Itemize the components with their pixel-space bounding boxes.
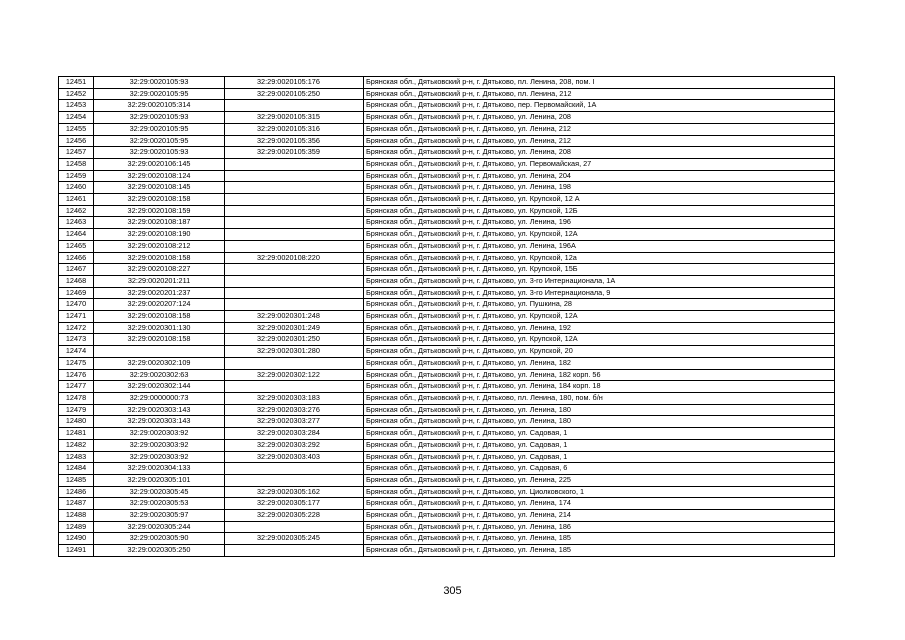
table-row bbox=[59, 252, 835, 264]
cadastral-number-cell: 32:29:0020301:130 bbox=[94, 322, 225, 334]
cadastral-number-cell: 32:29:0020108:187 bbox=[94, 217, 225, 229]
object-cadastral-number-cell: 32:29:0020305:245 bbox=[225, 533, 364, 545]
address-cell: Брянская обл., Дятьковский р-н, г. Дятьково, ул. Ленина, 174 bbox=[364, 498, 835, 510]
table-row bbox=[59, 322, 835, 334]
row-number-cell: 12466 bbox=[59, 252, 94, 264]
object-cadastral-number-cell bbox=[225, 158, 364, 170]
cadastral-number-cell: 32:29:0020108:158 bbox=[94, 194, 225, 206]
table-row bbox=[59, 346, 835, 358]
row-number-cell: 12455 bbox=[59, 123, 94, 135]
address-cell: Брянская обл., Дятьковский р-н, г. Дятьково, ул. Крупской, 12 А bbox=[364, 194, 835, 206]
object-cadastral-number-cell: 32:29:0020105:316 bbox=[225, 123, 364, 135]
table-row bbox=[59, 533, 835, 545]
object-cadastral-number-cell bbox=[225, 264, 364, 276]
cadastral-number-cell: 32:29:0020108:124 bbox=[94, 170, 225, 182]
row-number-cell: 12483 bbox=[59, 451, 94, 463]
address-cell: Брянская обл., Дятьковский р-н, г. Дятьково, ул. Крупской, 12Б bbox=[364, 205, 835, 217]
address-cell: Брянская обл., Дятьковский р-н, г. Дятьково, ул. Ленина, 192 bbox=[364, 322, 835, 334]
cadastral-number-cell: 32:29:0020303:92 bbox=[94, 439, 225, 451]
row-number-cell: 12465 bbox=[59, 240, 94, 252]
table-row bbox=[59, 463, 835, 475]
object-cadastral-number-cell bbox=[225, 217, 364, 229]
address-cell: Брянская обл., Дятьковский р-н, г. Дятьково, ул. 3-го Интернационала, 9 bbox=[364, 287, 835, 299]
row-number-cell: 12456 bbox=[59, 135, 94, 147]
table-row bbox=[59, 182, 835, 194]
row-number-cell: 12463 bbox=[59, 217, 94, 229]
table-row bbox=[59, 498, 835, 510]
cadastral-number-cell: 32:29:0020108:158 bbox=[94, 334, 225, 346]
object-cadastral-number-cell bbox=[225, 463, 364, 475]
table-row bbox=[59, 299, 835, 311]
address-cell: Брянская обл., Дятьковский р-н, г. Дятьково, пл. Ленина, 180, пом. б/н bbox=[364, 392, 835, 404]
address-cell: Брянская обл., Дятьковский р-н, г. Дятьково, ул. Ленина, 182 bbox=[364, 357, 835, 369]
address-cell: Брянская обл., Дятьковский р-н, г. Дятьково, ул. Ленина, 196 bbox=[364, 217, 835, 229]
cadastral-number-cell: 32:29:0020108:212 bbox=[94, 240, 225, 252]
page-number: 305 bbox=[443, 585, 462, 597]
cadastral-number-cell bbox=[94, 346, 225, 358]
table-row bbox=[59, 474, 835, 486]
cadastral-number-cell: 32:29:0020302:144 bbox=[94, 381, 225, 393]
object-cadastral-number-cell: 32:29:0020303:183 bbox=[225, 392, 364, 404]
table-row bbox=[59, 147, 835, 159]
cadastral-number-cell: 32:29:0020207:124 bbox=[94, 299, 225, 311]
table-row bbox=[59, 135, 835, 147]
object-cadastral-number-cell: 32:29:0020303:284 bbox=[225, 428, 364, 440]
object-cadastral-number-cell: 32:29:0020305:177 bbox=[225, 498, 364, 510]
address-cell: Брянская обл., Дятьковский р-н, г. Дятьково, ул. Ленина, 180 bbox=[364, 404, 835, 416]
object-cadastral-number-cell: 32:29:0020303:277 bbox=[225, 416, 364, 428]
cadastral-number-cell: 32:29:0020305:53 bbox=[94, 498, 225, 510]
address-cell: Брянская обл., Дятьковский р-н, г. Дятьково, ул. Ленина, 225 bbox=[364, 474, 835, 486]
row-number-cell: 12464 bbox=[59, 229, 94, 241]
row-number-cell: 12485 bbox=[59, 474, 94, 486]
cadastral-number-cell: 32:29:0020105:95 bbox=[94, 88, 225, 100]
row-number-cell: 12487 bbox=[59, 498, 94, 510]
address-cell: Брянская обл., Дятьковский р-н, г. Дятьково, ул. Ленина, 212 bbox=[364, 135, 835, 147]
address-cell: Брянская обл., Дятьковский р-н, г. Дятьково, пер. Первомайский, 1А bbox=[364, 100, 835, 112]
row-number-cell: 12477 bbox=[59, 381, 94, 393]
cadastral-number-cell: 32:29:0020305:90 bbox=[94, 533, 225, 545]
object-cadastral-number-cell: 32:29:0020105:359 bbox=[225, 147, 364, 159]
address-cell: Брянская обл., Дятьковский р-н, г. Дятьково, ул. Ленина, 214 bbox=[364, 510, 835, 522]
cadastral-number-cell: 32:29:0020108:227 bbox=[94, 264, 225, 276]
cadastral-number-cell: 32:29:0020201:211 bbox=[94, 275, 225, 287]
cadastral-number-cell: 32:29:0020105:93 bbox=[94, 77, 225, 89]
table-row bbox=[59, 486, 835, 498]
address-cell: Брянская обл., Дятьковский р-н, г. Дятьково, ул. Крупской, 20 bbox=[364, 346, 835, 358]
address-cell: Брянская обл., Дятьковский р-н, г. Дятьково, ул. Первомайская, 27 bbox=[364, 158, 835, 170]
row-number-cell: 12480 bbox=[59, 416, 94, 428]
object-cadastral-number-cell: 32:29:0020301:280 bbox=[225, 346, 364, 358]
cadastral-number-cell: 32:29:0020108:145 bbox=[94, 182, 225, 194]
address-cell: Брянская обл., Дятьковский р-н, г. Дятьково, ул. Ленина, 208 bbox=[364, 147, 835, 159]
row-number-cell: 12470 bbox=[59, 299, 94, 311]
table-row bbox=[59, 217, 835, 229]
row-number-cell: 12469 bbox=[59, 287, 94, 299]
object-cadastral-number-cell: 32:29:0020305:228 bbox=[225, 510, 364, 522]
object-cadastral-number-cell bbox=[225, 240, 364, 252]
object-cadastral-number-cell: 32:29:0020105:250 bbox=[225, 88, 364, 100]
row-number-cell: 12479 bbox=[59, 404, 94, 416]
row-number-cell: 12451 bbox=[59, 77, 94, 89]
cadastral-number-cell: 32:29:0020304:133 bbox=[94, 463, 225, 475]
table-row bbox=[59, 369, 835, 381]
row-number-cell: 12471 bbox=[59, 311, 94, 323]
row-number-cell: 12468 bbox=[59, 275, 94, 287]
row-number-cell: 12490 bbox=[59, 533, 94, 545]
row-number-cell: 12467 bbox=[59, 264, 94, 276]
table-row bbox=[59, 123, 835, 135]
address-cell: Брянская обл., Дятьковский р-н, г. Дятьково, ул. Ленина, 212 bbox=[364, 123, 835, 135]
table-row bbox=[59, 404, 835, 416]
object-cadastral-number-cell: 32:29:0020305:162 bbox=[225, 486, 364, 498]
object-cadastral-number-cell bbox=[225, 287, 364, 299]
row-number-cell: 12489 bbox=[59, 521, 94, 533]
address-cell: Брянская обл., Дятьковский р-н, г. Дятьково, ул. Крупской, 15Б bbox=[364, 264, 835, 276]
address-cell: Брянская обл., Дятьковский р-н, г. Дятьково, ул. Ленина, 185 bbox=[364, 533, 835, 545]
object-cadastral-number-cell: 32:29:0020108:220 bbox=[225, 252, 364, 264]
row-number-cell: 12475 bbox=[59, 357, 94, 369]
cadastral-table bbox=[58, 76, 835, 557]
address-cell: Брянская обл., Дятьковский р-н, г. Дятьково, пл. Ленина, 208, пом. I bbox=[364, 77, 835, 89]
table-row bbox=[59, 510, 835, 522]
row-number-cell: 12472 bbox=[59, 322, 94, 334]
object-cadastral-number-cell bbox=[225, 182, 364, 194]
row-number-cell: 12453 bbox=[59, 100, 94, 112]
table-row bbox=[59, 264, 835, 276]
address-cell: Брянская обл., Дятьковский р-н, г. Дятьково, ул. Ленина, 204 bbox=[364, 170, 835, 182]
table-row bbox=[59, 287, 835, 299]
table-row bbox=[59, 451, 835, 463]
table-body bbox=[59, 77, 835, 557]
object-cadastral-number-cell bbox=[225, 194, 364, 206]
address-cell: Брянская обл., Дятьковский р-н, г. Дятьково, ул. Крупской, 12а bbox=[364, 252, 835, 264]
object-cadastral-number-cell: 32:29:0020105:315 bbox=[225, 112, 364, 124]
object-cadastral-number-cell bbox=[225, 357, 364, 369]
table-row bbox=[59, 100, 835, 112]
address-cell: Брянская обл., Дятьковский р-н, г. Дятьково, ул. Крупской, 12А bbox=[364, 229, 835, 241]
row-number-cell: 12481 bbox=[59, 428, 94, 440]
cadastral-number-cell: 32:29:0020105:93 bbox=[94, 112, 225, 124]
object-cadastral-number-cell: 32:29:0020303:403 bbox=[225, 451, 364, 463]
address-cell: Брянская обл., Дятьковский р-н, г. Дятьково, ул. Ленина, 208 bbox=[364, 112, 835, 124]
table-row bbox=[59, 170, 835, 182]
table-row bbox=[59, 357, 835, 369]
address-cell: Брянская обл., Дятьковский р-н, г. Дятьково, ул. Пушкина, 28 bbox=[364, 299, 835, 311]
object-cadastral-number-cell: 32:29:0020302:122 bbox=[225, 369, 364, 381]
row-number-cell: 12452 bbox=[59, 88, 94, 100]
table-row bbox=[59, 205, 835, 217]
address-cell: Брянская обл., Дятьковский р-н, г. Дятьково, ул. Садовая, 1 bbox=[364, 451, 835, 463]
row-number-cell: 12491 bbox=[59, 545, 94, 557]
cadastral-number-cell: 32:29:0020305:97 bbox=[94, 510, 225, 522]
table-row bbox=[59, 381, 835, 393]
object-cadastral-number-cell: 32:29:0020105:356 bbox=[225, 135, 364, 147]
address-cell: Брянская обл., Дятьковский р-н, г. Дятьково, ул. Ленина, 196А bbox=[364, 240, 835, 252]
cadastral-number-cell: 32:29:0020201:237 bbox=[94, 287, 225, 299]
object-cadastral-number-cell bbox=[225, 229, 364, 241]
row-number-cell: 12488 bbox=[59, 510, 94, 522]
cadastral-number-cell: 32:29:0020108:158 bbox=[94, 311, 225, 323]
address-cell: Брянская обл., Дятьковский р-н, г. Дятьково, ул. Крупской, 12А bbox=[364, 311, 835, 323]
table-row bbox=[59, 545, 835, 557]
object-cadastral-number-cell: 32:29:0020303:292 bbox=[225, 439, 364, 451]
address-cell: Брянская обл., Дятьковский р-н, г. Дятьково, ул. Ленина, 185 bbox=[364, 545, 835, 557]
cadastral-number-cell: 32:29:0020303:92 bbox=[94, 451, 225, 463]
row-number-cell: 12474 bbox=[59, 346, 94, 358]
object-cadastral-number-cell bbox=[225, 170, 364, 182]
table-row bbox=[59, 334, 835, 346]
row-number-cell: 12473 bbox=[59, 334, 94, 346]
object-cadastral-number-cell: 32:29:0020301:249 bbox=[225, 322, 364, 334]
table-row bbox=[59, 240, 835, 252]
address-cell: Брянская обл., Дятьковский р-н, г. Дятьково, ул. Садовая, 6 bbox=[364, 463, 835, 475]
cadastral-number-cell: 32:29:0020303:143 bbox=[94, 416, 225, 428]
cadastral-number-cell: 32:29:0020305:101 bbox=[94, 474, 225, 486]
cadastral-number-cell: 32:29:0020105:314 bbox=[94, 100, 225, 112]
table-row bbox=[59, 77, 835, 89]
row-number-cell: 12454 bbox=[59, 112, 94, 124]
row-number-cell: 12478 bbox=[59, 392, 94, 404]
table-row bbox=[59, 416, 835, 428]
table-row bbox=[59, 194, 835, 206]
object-cadastral-number-cell bbox=[225, 474, 364, 486]
cadastral-number-cell: 32:29:0020303:92 bbox=[94, 428, 225, 440]
address-cell: Брянская обл., Дятьковский р-н, г. Дятьково, ул. Садовая, 1 bbox=[364, 439, 835, 451]
table-row bbox=[59, 521, 835, 533]
cadastral-number-cell: 32:29:0020105:93 bbox=[94, 147, 225, 159]
cadastral-number-cell: 32:29:0020305:45 bbox=[94, 486, 225, 498]
table-row bbox=[59, 275, 835, 287]
cadastral-number-cell: 32:29:0020105:95 bbox=[94, 123, 225, 135]
address-cell: Брянская обл., Дятьковский р-н, г. Дятьково, ул. Ленина, 186 bbox=[364, 521, 835, 533]
address-cell: Брянская обл., Дятьковский р-н, г. Дятьково, ул. Садовая, 1 bbox=[364, 428, 835, 440]
row-number-cell: 12459 bbox=[59, 170, 94, 182]
cadastral-number-cell: 32:29:0020108:190 bbox=[94, 229, 225, 241]
cadastral-number-cell: 32:29:0020303:143 bbox=[94, 404, 225, 416]
address-cell: Брянская обл., Дятьковский р-н, г. Дятьково, ул. Ленина, 182 корп. 56 bbox=[364, 369, 835, 381]
row-number-cell: 12460 bbox=[59, 182, 94, 194]
address-cell: Брянская обл., Дятьковский р-н, г. Дятьково, ул. Ленина, 184 корп. 18 bbox=[364, 381, 835, 393]
cadastral-number-cell: 32:29:0020105:95 bbox=[94, 135, 225, 147]
table-row bbox=[59, 112, 835, 124]
row-number-cell: 12476 bbox=[59, 369, 94, 381]
object-cadastral-number-cell bbox=[225, 381, 364, 393]
row-number-cell: 12482 bbox=[59, 439, 94, 451]
object-cadastral-number-cell: 32:29:0020301:248 bbox=[225, 311, 364, 323]
row-number-cell: 12484 bbox=[59, 463, 94, 475]
table-row bbox=[59, 428, 835, 440]
address-cell: Брянская обл., Дятьковский р-н, г. Дятьково, ул. Ленина, 180 bbox=[364, 416, 835, 428]
address-cell: Брянская обл., Дятьковский р-н, г. Дятьково, пл. Ленина, 212 bbox=[364, 88, 835, 100]
row-number-cell: 12462 bbox=[59, 205, 94, 217]
table-row bbox=[59, 158, 835, 170]
object-cadastral-number-cell: 32:29:0020303:276 bbox=[225, 404, 364, 416]
address-cell: Брянская обл., Дятьковский р-н, г. Дятьково, ул. Циолковского, 1 bbox=[364, 486, 835, 498]
cadastral-number-cell: 32:29:0020305:250 bbox=[94, 545, 225, 557]
cadastral-number-cell: 32:29:0020108:158 bbox=[94, 252, 225, 264]
table-row bbox=[59, 439, 835, 451]
table-row bbox=[59, 88, 835, 100]
object-cadastral-number-cell bbox=[225, 299, 364, 311]
row-number-cell: 12457 bbox=[59, 147, 94, 159]
object-cadastral-number-cell bbox=[225, 275, 364, 287]
object-cadastral-number-cell: 32:29:0020301:250 bbox=[225, 334, 364, 346]
object-cadastral-number-cell: 32:29:0020105:176 bbox=[225, 77, 364, 89]
table-row bbox=[59, 229, 835, 241]
object-cadastral-number-cell bbox=[225, 100, 364, 112]
row-number-cell: 12458 bbox=[59, 158, 94, 170]
object-cadastral-number-cell bbox=[225, 205, 364, 217]
cadastral-number-cell: 32:29:0020108:159 bbox=[94, 205, 225, 217]
cadastral-number-cell: 32:29:0020305:244 bbox=[94, 521, 225, 533]
cadastral-number-cell: 32:29:0020106:145 bbox=[94, 158, 225, 170]
address-cell: Брянская обл., Дятьковский р-н, г. Дятьково, ул. Крупской, 12А bbox=[364, 334, 835, 346]
object-cadastral-number-cell bbox=[225, 545, 364, 557]
row-number-cell: 12486 bbox=[59, 486, 94, 498]
table-row bbox=[59, 392, 835, 404]
table-row bbox=[59, 311, 835, 323]
object-cadastral-number-cell bbox=[225, 521, 364, 533]
row-number-cell: 12461 bbox=[59, 194, 94, 206]
cadastral-number-cell: 32:29:0020302:109 bbox=[94, 357, 225, 369]
address-cell: Брянская обл., Дятьковский р-н, г. Дятьково, ул. 3-го Интернационала, 1А bbox=[364, 275, 835, 287]
cadastral-number-cell: 32:29:0020302:63 bbox=[94, 369, 225, 381]
cadastral-number-cell: 32:29:0000000:73 bbox=[94, 392, 225, 404]
address-cell: Брянская обл., Дятьковский р-н, г. Дятьково, ул. Ленина, 198 bbox=[364, 182, 835, 194]
